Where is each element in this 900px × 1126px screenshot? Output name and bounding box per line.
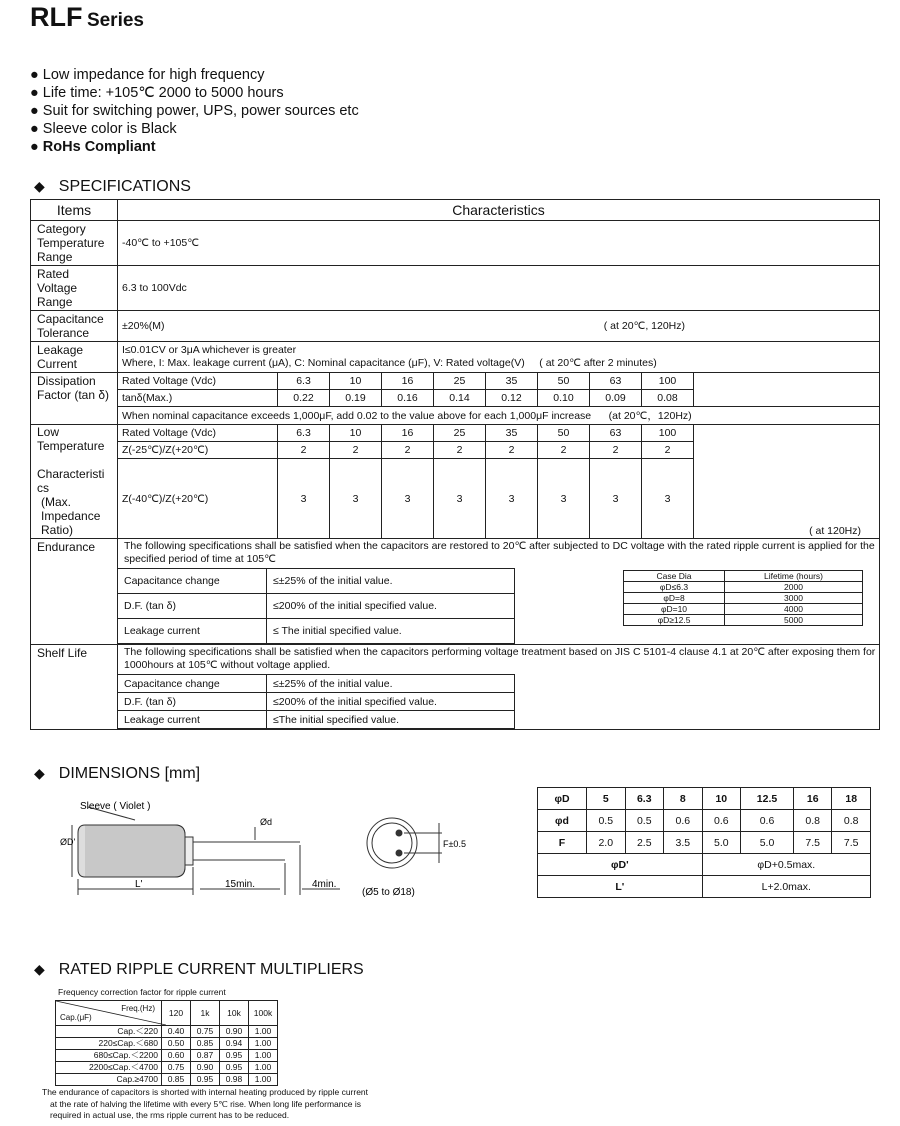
ripple-value: 0.87 [191,1050,220,1062]
life-hours: 5000 [725,615,863,626]
ripple-value: 1.00 [249,1050,278,1062]
df-value: 0.12 [486,390,538,407]
life-hours: 4000 [725,604,863,615]
feature-item: ● Low impedance for high frequency [30,67,265,83]
df-voltage: 6.3 [278,373,330,390]
ripple-value: 1.00 [249,1038,278,1050]
df-value: 0.10 [538,390,590,407]
df-value: 0.08 [642,390,694,407]
diamond-icon: ◆ [34,765,45,781]
df-voltage: 100 [642,373,694,390]
lt-z40-label: Z(-40℃)/Z(+20℃) [118,459,278,539]
df-voltage: 50 [538,373,590,390]
ripple-cap: Cap.≥4700 [56,1074,162,1086]
endurance-cell [118,539,880,645]
shelf-value: ≤The initial specified value. [267,711,515,729]
range-label: (Ø5 to Ø18) [362,887,415,898]
feature-list [30,66,359,156]
dimension-drawing [40,795,480,905]
df-note: When nominal capacitance exceeds 1,000μF, add 0.02 to the value above for each 1,000μF increase (at 20℃，120Hz) [118,407,880,425]
feature-item: ● Sleeve color is Black [30,121,177,137]
shelf-label: Capacitance change [118,675,267,693]
ripple-cap: Cap.＜220 [56,1026,162,1038]
diamond-icon: ◆ [34,178,45,194]
life-header-hours: Lifetime (hours) [725,571,863,582]
ripple-freq: 100k [249,1001,278,1026]
cap-tolerance-cell [118,311,880,342]
lt-voltage-label: Rated Voltage (Vdc) [118,425,278,442]
shelf-table [117,674,515,729]
lt-voltage: 63 [590,425,642,442]
lt-z40: 3 [590,459,642,539]
leakage-line2: Where, I: Max. leakage current (μA), C: Nominal capacitance (μF), V: Rated voltage(V) ( at 20℃ after 2 minutes) [122,357,657,369]
lt-z40: 3 [538,459,590,539]
ripple-value: 0.60 [162,1050,191,1062]
shelf-value: ≤±25% of the initial value. [267,675,515,693]
leakage-line1: I≤0.01CV or 3μA whichever is greater [122,344,297,356]
feature-item: ● Suit for switching power, UPS, power sources etc [30,103,359,119]
lt-cond: ( at 120Hz) [694,425,880,539]
dimension-table [537,787,871,898]
diamond-icon: ◆ [34,961,45,977]
f-label: F±0.5 [443,839,466,849]
lt-z25: 2 [382,442,434,459]
cap-tolerance-cond: ( at 20℃, 120Hz) [603,320,686,332]
lt-z25: 2 [590,442,642,459]
life-hours: 3000 [725,593,863,604]
dim-phiD: 12.5 [741,788,794,810]
shelf-label: D.F. (tan δ) [118,693,267,711]
df-voltage: 16 [382,373,434,390]
feature-item: ● RoHs Compliant [30,139,156,155]
ripple-heading: ◆ RATED RIPPLE CURRENT MULTIPLIERS [34,961,364,978]
item-cap-tolerance: Capacitance Tolerance [31,311,118,342]
shelf-cell [118,645,880,730]
item-dissipation: Dissipation Factor (tan δ) [31,373,118,425]
od-label: ØD' [60,837,76,847]
dim-F: 5.0 [702,832,741,854]
dim-phid: 0.8 [793,810,832,832]
l-label: L' [135,879,143,890]
endurance-table [117,568,515,644]
sleeve-label: Sleeve ( Violet ) [80,801,151,812]
lt-voltage: 35 [486,425,538,442]
dim-phiD: 16 [793,788,832,810]
endurance-label: Leakage current [118,619,267,644]
dim-phid: 0.6 [702,810,741,832]
dim-phid: 0.5 [587,810,626,832]
dim-L2-label: L' [538,876,703,898]
dim-phiD2-label: φD' [538,854,703,876]
dim-phiD: 18 [832,788,871,810]
ripple-value: 0.85 [191,1038,220,1050]
ripple-freq-label: Freq.(Hz) [121,1004,155,1013]
ripple-cap: 220≤Cap.＜680 [56,1038,162,1050]
ripple-value: 0.98 [220,1074,249,1086]
endurance-value: ≤±25% of the initial value. [267,569,515,594]
lt-z40: 3 [486,459,538,539]
ripple-freq: 1k [191,1001,220,1026]
header-items: Items [31,200,118,221]
dim-phiD: 10 [702,788,741,810]
dim-F: 5.0 [741,832,794,854]
ripple-value: 1.00 [249,1026,278,1038]
lt-z25-label: Z(-25℃)/Z(+20℃) [118,442,278,459]
ripple-caption: Frequency correction factor for ripple current [58,987,226,997]
dim-F: 2.5 [625,832,664,854]
ripple-value: 0.75 [191,1026,220,1038]
life-hours: 2000 [725,582,863,593]
dimensions-heading: ◆ DIMENSIONS [mm] [34,765,201,782]
shelf-value: ≤200% of the initial specified value. [267,693,515,711]
item-temp-range: Category Temperature Range [31,221,118,266]
ripple-value: 0.95 [191,1074,220,1086]
df-value: 0.19 [330,390,382,407]
specifications-table [30,199,880,730]
ripple-freq: 120 [162,1001,191,1026]
life-dia: φD≤6.3 [624,582,725,593]
dim-F: 7.5 [793,832,832,854]
lifetime-table [623,570,863,626]
ripple-cap-label: Cap.(μF) [60,1013,92,1022]
ripple-table [55,1000,278,1086]
lt-z25: 2 [330,442,382,459]
ripple-value: 0.50 [162,1038,191,1050]
dim-L2-value: L+2.0max. [702,876,870,898]
lt-voltage: 100 [642,425,694,442]
dim-phiD2-value: φD+0.5max. [702,854,870,876]
df-value: 0.14 [434,390,486,407]
lt-voltage: 16 [382,425,434,442]
df-tan-label: tanδ(Max.) [118,390,278,407]
dim-phiD: 5 [587,788,626,810]
lt-voltage: 6.3 [278,425,330,442]
lt-z40: 3 [434,459,486,539]
df-value: 0.16 [382,390,434,407]
ripple-value: 0.75 [162,1062,191,1074]
lt-voltage: 50 [538,425,590,442]
min4-label: 4min. [312,879,337,890]
ripple-value: 0.85 [162,1074,191,1086]
df-voltage: 10 [330,373,382,390]
dim-F-label: F [538,832,587,854]
endurance-value: ≤ The initial specified value. [267,619,515,644]
d-label: Ød [260,817,273,827]
dim-phiD-label: φD [538,788,587,810]
lt-z25: 2 [434,442,486,459]
lt-z40: 3 [382,459,434,539]
temp-range-value: -40℃ to +105℃ [118,221,880,266]
item-leakage: Leakage Current [31,342,118,373]
header-characteristics: Characteristics [118,200,880,221]
leakage-cell [118,342,880,373]
life-dia: φD≥12.5 [624,615,725,626]
item-endurance: Endurance [31,539,118,645]
ripple-value: 0.90 [220,1026,249,1038]
lt-z25: 2 [642,442,694,459]
dim-phid: 0.6 [741,810,794,832]
series-word: Series [86,10,144,31]
lt-z25: 2 [486,442,538,459]
endurance-text: The following specifications shall be satisfied when the capacitors are restored to 20℃ after subjected to DC voltage with the rated ripple current is applied for the specified period of time at 105℃ [124,540,875,565]
ripple-cap: 680≤Cap.＜2200 [56,1050,162,1062]
shelf-label: Leakage current [118,711,267,729]
life-header-dia: Case Dia [624,571,725,582]
min15-label: 15min. [225,879,256,890]
ripple-value: 1.00 [249,1074,278,1086]
lt-z25: 2 [278,442,330,459]
df-blank [694,373,880,407]
dim-phiD: 8 [664,788,703,810]
ripple-value: 0.94 [220,1038,249,1050]
dim-F: 3.5 [664,832,703,854]
endurance-value: ≤200% of the initial specified value. [267,594,515,619]
dim-F: 2.0 [587,832,626,854]
cap-tolerance-value: ±20%(M) [122,320,165,332]
ripple-value: 0.90 [191,1062,220,1074]
df-value: 0.09 [590,390,642,407]
dim-F: 7.5 [832,832,871,854]
dim-phid: 0.5 [625,810,664,832]
item-low-temp: Low Temperature Characteristi cs (Max. Impedance Ratio) [31,425,118,539]
lt-z40: 3 [642,459,694,539]
df-voltage: 25 [434,373,486,390]
lt-voltage: 10 [330,425,382,442]
lt-z25: 2 [538,442,590,459]
ripple-value: 0.40 [162,1026,191,1038]
shelf-text: The following specifications shall be satisfied when the capacitors performing voltage treatment based on JIS C 5101-4 clause 4.1 at 20℃ after exposing them for 1000hours at 105℃ without voltage applied. [124,646,876,671]
life-dia: φD=8 [624,593,725,604]
ripple-cap: 2200≤Cap.＜4700 [56,1062,162,1074]
ripple-corner [56,1001,162,1026]
ripple-value: 0.95 [220,1050,249,1062]
df-voltage: 63 [590,373,642,390]
lt-z40: 3 [278,459,330,539]
dim-phid: 0.8 [832,810,871,832]
ripple-value: 1.00 [249,1062,278,1074]
df-voltage: 35 [486,373,538,390]
dim-phiD: 6.3 [625,788,664,810]
item-shelf-life: Shelf Life [31,645,118,730]
lt-voltage: 25 [434,425,486,442]
item-voltage-range: Rated Voltage Range [31,266,118,311]
df-voltage-label: Rated Voltage (Vdc) [118,373,278,390]
dim-phid: 0.6 [664,810,703,832]
endurance-label: D.F. (tan δ) [118,594,267,619]
dim-phid-label: φd [538,810,587,832]
series-code: RLF [30,2,83,32]
ripple-note: The endurance of capacitors is shorted with internal heating produced by ripple current at the rate of halving the lifetime with every 5℃ rise. When long life performance is required in actual use, the rms ripple current has to be reduced. [42,1087,369,1120]
specifications-heading: ◆ SPECIFICATIONS [34,178,191,195]
life-dia: φD=10 [624,604,725,615]
feature-item: ● Life time: +105℃ 2000 to 5000 hours [30,85,284,101]
df-value: 0.22 [278,390,330,407]
voltage-range-value: 6.3 to 100Vdc [118,266,880,311]
lt-z40: 3 [330,459,382,539]
ripple-value: 0.95 [220,1062,249,1074]
endurance-label: Capacitance change [118,569,267,594]
page-title [30,2,144,33]
ripple-freq: 10k [220,1001,249,1026]
